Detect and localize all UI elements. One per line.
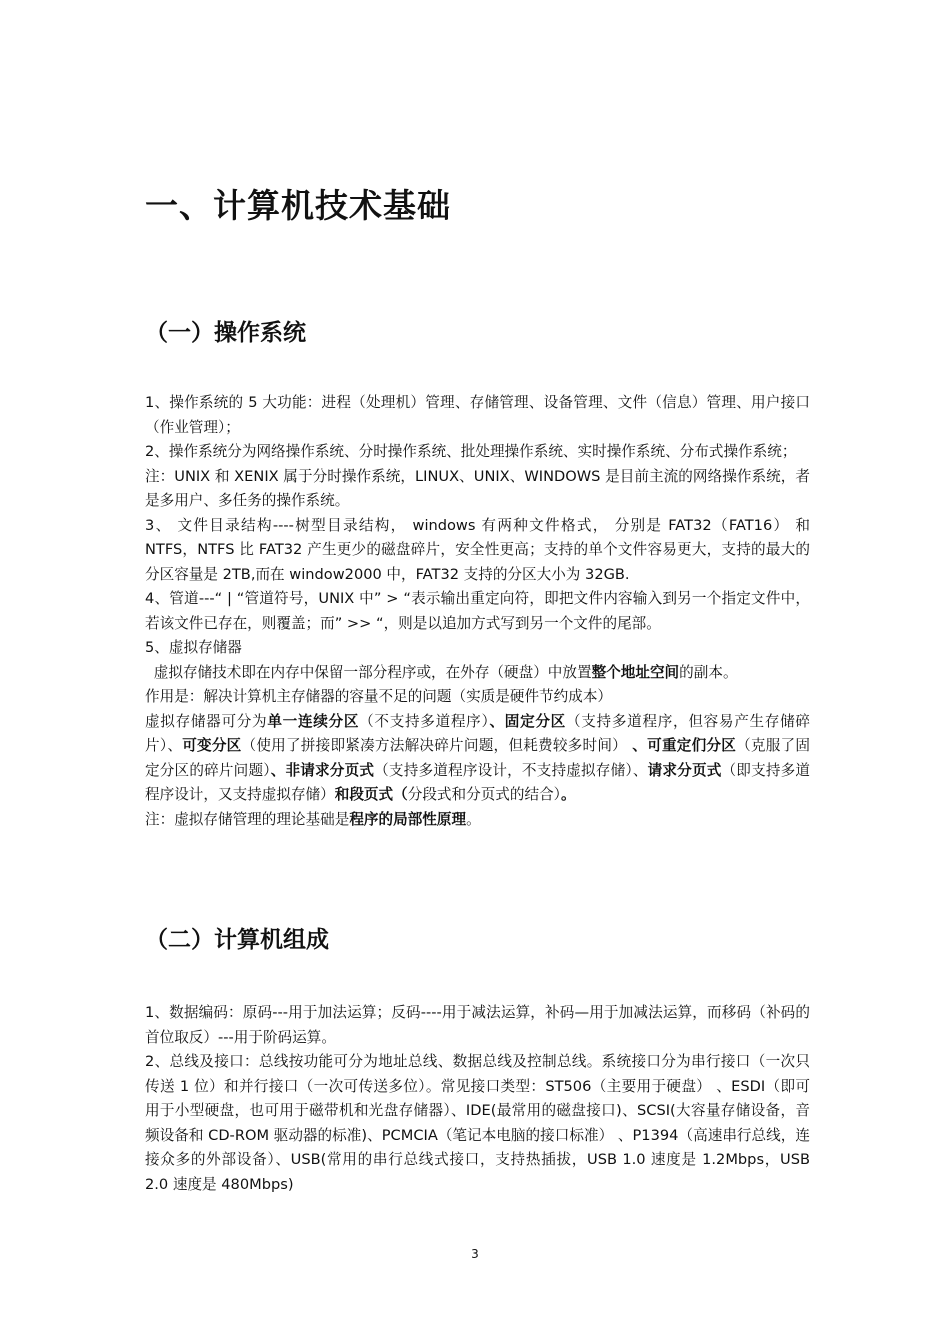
note-paragraph: 注：虚拟存储管理的理论基础是程序的局部性原理。 <box>145 810 481 828</box>
paragraph: 虚拟存储技术即在内存中保留一部分程序或，在外存（硬盘）中放置整个地址空间的副本。 <box>153 663 738 681</box>
chapter-heading: 一、计算机技术基础 <box>145 186 451 225</box>
section-heading-computer-organization: （二）计算机组成 <box>145 927 329 953</box>
paragraph: 3、 文件目录结构----树型目录结构， windows 有两种文件格式， 分别是 FAT32（FAT16） 和 NTFS，NTFS 比 FAT32 产生更少的磁盘碎片，安全性更高；支持的单个文件容易更大，支持的最大的分区容量是 2TB,而在 window2000 中，FAT32 支持的分区大小为 32GB. <box>145 516 810 583</box>
paragraph: 作用是：解决计算机主存储器的容量不足的问题（实质是硬件节约成本） <box>145 688 613 705</box>
paragraph: 虚拟存储器可分为单一连续分区（不支持多道程序）、固定分区（支持多道程序，但容易产生存储碎片）、可变分区（使用了拼接即紧凑方法解决碎片问题，但耗费较多时间） 、可重定们分区（克服了固定分区的碎片问题）、非请求分页式（支持多道程序设计，不支持虚拟存储）、请求分页式（即支持多道程序设计，又支持虚拟存储）和段页式（分段式和分页式的结合）。 <box>145 712 810 803</box>
page-number: 3 <box>471 1247 479 1261</box>
paragraph: 2、总线及接口：总线按功能可分为地址总线、数据总线及控制总线。系统接口分为串行接口（一次只传送 1 位）和并行接口（一次可传送多位）。常见接口类型：ST506（主要用于硬盘） 、ESDI（即可用于小型硬盘，也可用于磁带机和光盘存储器）、IDE(最常用的磁盘接口)、SCSI(大容量存储设备，音频设备和 CD-ROM 驱动器的标准)、PCMCIA（笔记本电脑的接口标准） 、P1394（高速串行总线，连接众多的外部设备）、USB(常用的串行总线式接口，支持热插拔，USB 1.0 速度是 1.2Mbps，USB 2.0 速度是 480Mbps) <box>145 1053 810 1193</box>
section-heading-os: （一）操作系统 <box>145 320 306 346</box>
paragraph: 2、操作系统分为网络操作系统、分时操作系统、批处理操作系统、实时操作系统、分布式操作系统； <box>145 443 797 460</box>
paragraph: 1、数据编码：原码---用于加法运算；反码----用于减法运算，补码—用于加减法运算，而移码（补码的首位取反）---用于阶码运算。 <box>145 1004 810 1046</box>
subheading-virtual-memory: 5、虚拟存储器 <box>145 639 242 656</box>
paragraph: 1、操作系统的 5 大功能：进程（处理机）管理、存储管理、设备管理、文件（信息）管理、用户接口（作业管理）； <box>145 394 810 436</box>
paragraph: 4、管道---“ | “管道符号，UNIX 中” > “表示输出重定向符，即把文件内容输入到另一个指定文件中，若该文件已存在，则覆盖；而” >> “，则是以追加方式写到另一个文件的尾部。 <box>145 590 810 632</box>
note-paragraph: 注：UNIX 和 XENIX 属于分时操作系统，LINUX、UNIX、WINDOWS 是目前主流的网络操作系统，者是多用户、多任务的操作系统。 <box>145 467 810 509</box>
organization-section-body <box>145 1001 810 1197</box>
os-section-body <box>145 391 810 832</box>
